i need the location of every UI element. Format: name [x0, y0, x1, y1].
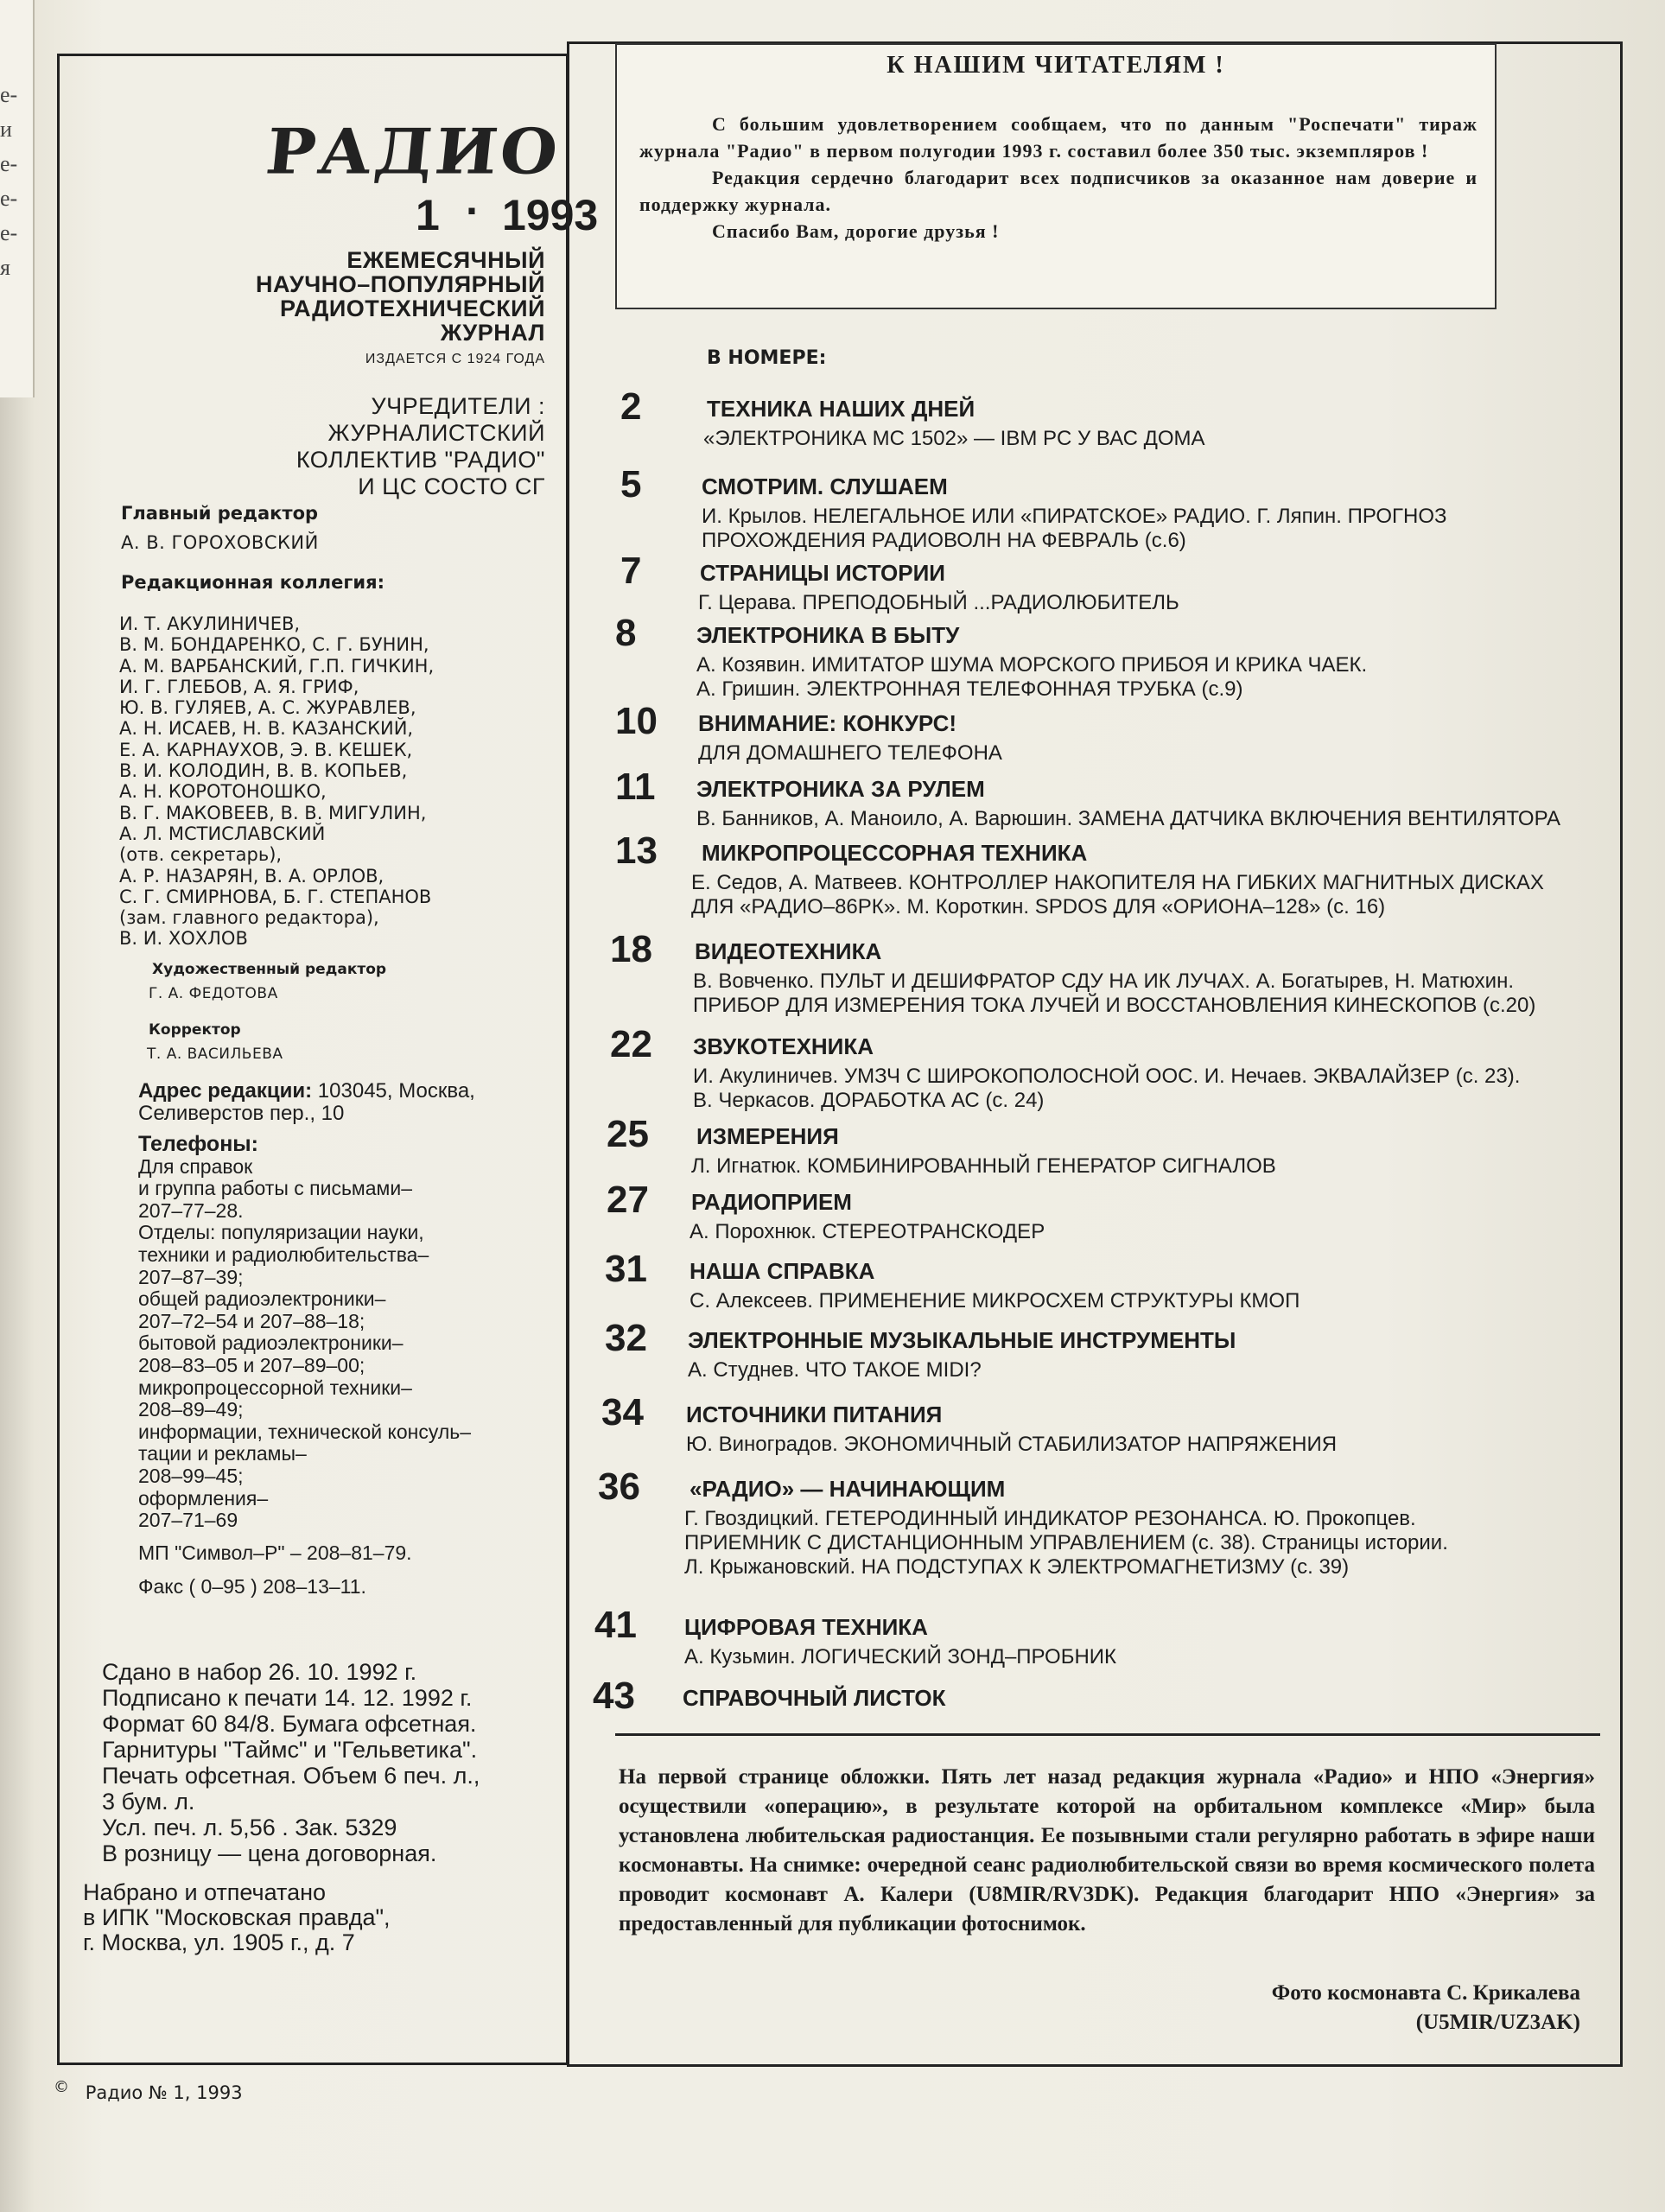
toc-articles [696, 807, 1560, 831]
art-editor-name: Г. А. ФЕДОТОВА [149, 985, 278, 1002]
toc-article-line[interactable]: Ю. Виноградов. ЭКОНОМИЧНЫЙ СТАБИЛИЗАТОР НАПРЯЖЕНИЯ [686, 1433, 1338, 1456]
toc-articles [690, 1220, 1045, 1244]
phone-line: Для справок [138, 1154, 253, 1178]
toc-section-title[interactable]: СТРАНИЦЫ ИСТОРИИ [700, 560, 945, 586]
editorial-board-list [119, 613, 534, 950]
toc-section-title[interactable]: МИКРОПРОЦЕССОРНАЯ ТЕХНИКА [702, 840, 1088, 866]
toc-article-line[interactable]: Е. Седов, А. Матвеев. КОНТРОЛЛЕР НАКОПИТЕЛЯ НА ГИБКИХ МАГНИТНЫХ ДИСКАХ [691, 871, 1544, 894]
board-member: В. Г. МАКОВЕЕВ, В. В. МИГУЛИН, [119, 802, 427, 823]
notice-title: К НАШИМ ЧИТАТЕЛЯМ ! [887, 52, 1225, 79]
toc-articles [703, 427, 1205, 451]
toc-section-title[interactable]: ЭЛЕКТРОННЫЕ МУЗЫКАЛЬНЫЕ ИНСТРУМЕНТЫ [688, 1327, 1236, 1353]
toc-article-line[interactable]: А. Гришин. ЭЛЕКТРОННАЯ ТЕЛЕФОННАЯ ТРУБКА (с.9) [696, 677, 1243, 701]
founders [182, 393, 545, 500]
address-label: Адрес редакции: [138, 1079, 313, 1103]
toc-section-title[interactable]: ВНИМАНИЕ: КОНКУРС! [698, 710, 957, 736]
toc-articles [686, 1433, 1337, 1457]
issue-year: 1993 [502, 191, 599, 239]
toc-article-line[interactable]: «ЭЛЕКТРОНИКА МС 1502» — IBM PC У ВАС ДОМА [703, 427, 1205, 450]
art-editor-label: Художественный редактор [152, 961, 387, 978]
toc-section-title[interactable]: СМОТРИМ. СЛУШАЕМ [702, 474, 948, 499]
toc-article-line[interactable]: ПРИЕМНИК С ДИСТАНЦИОННЫМ УПРАВЛЕНИЕМ (с. 38). Страницы истории. [684, 1531, 1448, 1554]
toc-article-line[interactable]: В. Вовченко. ПУЛЬТ И ДЕШИФРАТОР СДУ НА ИК ЛУЧАХ. А. Богатырев, Н. Матюхин. [693, 969, 1514, 993]
toc-section-title[interactable]: РАДИОПРИЕМ [691, 1189, 852, 1215]
toc-page-number: 13 [615, 830, 658, 872]
toc-articles [691, 871, 1544, 919]
founders-line: КОЛЛЕКТИВ "РАДИО" [296, 447, 545, 473]
fragment-line: е- [0, 220, 18, 245]
board-member: В. И. КОЛОДИН, В. В. КОПЬЕВ, [119, 760, 408, 782]
phone-line: техники и радиолюбительства– [138, 1243, 429, 1266]
board-member: Ю. В. ГУЛЯЕВ, А. С. ЖУРАВЛЕВ, [119, 697, 416, 719]
board-member: В. М. БОНДАРЕНКО, С. Г. БУНИН, [119, 634, 429, 656]
board-member: (зам. главного редактора), [119, 907, 379, 929]
toc-page-number: 7 [620, 550, 642, 592]
tagline-line: РАДИОТЕХНИЧЕСКИЙ [280, 296, 545, 321]
board-member: А. М. ВАРБАНСКИЙ, Г.П. ГИЧКИН, [119, 655, 435, 677]
toc-page-number: 2 [620, 385, 642, 428]
toc-section-title[interactable]: ИСТОЧНИКИ ПИТАНИЯ [686, 1402, 943, 1427]
issue-number: 1 [416, 191, 440, 239]
footer-text: Радио № 1, 1993 [85, 2082, 243, 2103]
imprint-details [102, 1659, 551, 1866]
phone-line: 208–89–49; [138, 1398, 244, 1421]
cover-note [619, 1763, 1595, 1939]
fragment-line: е- [0, 151, 18, 176]
printing-house [83, 1880, 532, 1955]
phone-line: 207–72–54 и 207–88–18; [138, 1309, 365, 1332]
toc-article-line[interactable]: А. Кузьмин. ЛОГИЧЕСКИЙ ЗОНД–ПРОБНИК [684, 1645, 1117, 1669]
board-member: И. Г. ГЛЕБОВ, А. Я. ГРИФ, [119, 676, 359, 697]
tagline-line: ЕЖЕМЕСЯЧНЫЙ [346, 247, 545, 273]
phone-line: микропроцессорной техники– [138, 1376, 412, 1399]
toc-page-number: 31 [605, 1248, 647, 1290]
phone-line: 207–71–69 [138, 1509, 238, 1532]
phone-line: 208–83–05 и 207–89–00; [138, 1353, 365, 1376]
contents-heading: В НОМЕРЕ: [707, 347, 827, 369]
magazine-tagline [200, 248, 545, 345]
founders-line: ЖУРНАЛИСТСКИЙ [327, 420, 545, 446]
toc-articles [693, 969, 1535, 1018]
imprint-line: Усл. печ. л. 5,56 . Зак. 5329 [102, 1815, 397, 1840]
notice-body [639, 111, 1478, 245]
toc-article-line[interactable]: ДЛЯ ДОМАШНЕГО ТЕЛЕФОНА [698, 741, 1002, 765]
founders-line: УЧРЕДИТЕЛИ : [371, 393, 545, 419]
printing-line: в ИПК "Московская правда", [83, 1904, 391, 1930]
toc-article-line[interactable]: И. Крылов. НЕЛЕГАЛЬНОЕ ИЛИ «ПИРАТСКОЕ» РАДИО. Г. Ляпин. ПРОГНОЗ [702, 505, 1447, 528]
phone-line: общей радиоэлектроники– [138, 1287, 386, 1311]
toc-section-title[interactable]: ЗВУКОТЕХНИКА [693, 1033, 874, 1059]
board-member: Е. А. КАРНАУХОВ, Э. В. КЕШЕК, [119, 739, 413, 760]
board-member: И. Т. АКУЛИНИЧЕВ, [119, 613, 301, 634]
editorial-address [138, 1080, 475, 1125]
phone-list [138, 1134, 536, 1599]
toc-article-line[interactable]: Л. Игнатюк. КОМБИНИРОВАННЫЙ ГЕНЕРАТОР СИГНАЛОВ [691, 1154, 1276, 1178]
notice-paragraph: Редакция сердечно благодарит всех подписчиков за оказанное нам доверие и поддержку журнала. [639, 167, 1478, 215]
phones-label: Телефоны: [138, 1132, 258, 1156]
toc-page-number: 36 [598, 1465, 640, 1508]
toc-articles [690, 1289, 1300, 1313]
page-footer [54, 2078, 243, 2103]
imprint-line: Сдано в набор 26. 10. 1992 г. [102, 1659, 417, 1685]
photo-credit-callsign: (U5MIR/UZ3AK) [1415, 2011, 1580, 2034]
toc-articles [698, 591, 1179, 615]
toc-article-line[interactable]: ДЛЯ «РАДИО–86РК». М. Короткин. SPDOS ДЛЯ «ОРИОНА–128» (с. 16) [691, 895, 1386, 918]
toc-page-number: 22 [610, 1023, 652, 1065]
toc-section-title[interactable]: ЭЛЕКТРОНИКА В БЫТУ [696, 622, 960, 648]
toc-page-number: 10 [615, 700, 658, 742]
photo-credit [1272, 1979, 1580, 2037]
toc-article-line[interactable]: С. Алексеев. ПРИМЕНЕНИЕ МИКРОСХЕМ СТРУКТУРЫ КМОП [690, 1289, 1300, 1313]
toc-article-line[interactable]: А. Козявин. ИМИТАТОР ШУМА МОРСКОГО ПРИБОЯ И КРИКА ЧАЕК. [696, 653, 1368, 677]
adjacent-page-fragment [0, 0, 35, 397]
toc-page-number: 27 [607, 1179, 649, 1221]
notice-paragraph: Спасибо Вам, дорогие друзья ! [712, 220, 1000, 242]
address-line: 103045, Москва, [312, 1079, 475, 1103]
cover-note-lead: На первой странице обложки. [619, 1765, 930, 1789]
fragment-line: я [0, 255, 10, 280]
board-member: А. Р. НАЗАРЯН, В. А. ОРЛОВ, [119, 865, 384, 887]
board-member: С. Г. СМИРНОВА, Б. Г. СТЕПАНОВ [119, 886, 432, 907]
phone-line: 208–99–45; [138, 1464, 244, 1487]
toc-page-number: 43 [593, 1675, 635, 1717]
tagline-line: ЖУРНАЛ [440, 320, 545, 346]
printing-line: г. Москва, ул. 1905 г., д. 7 [83, 1929, 355, 1955]
toc-section-title[interactable]: СПРАВОЧНЫЙ ЛИСТОК [683, 1685, 946, 1711]
phone-line: 207–87–39; [138, 1265, 244, 1288]
toc-article-line[interactable]: В. Черкасов. ДОРАБОТКА АС (с. 24) [693, 1089, 1045, 1112]
issue-separator: · [466, 187, 480, 235]
board-member: В. И. ХОХЛОВ [119, 928, 248, 950]
notice-paragraph: С большим удовлетворением сообщаем, что по данным "Роспечати" тираж журнала "Радио" в первом полугодии 1993 г. составил более 350 тыс. экземпляров ! [639, 113, 1478, 162]
toc-articles [684, 1645, 1116, 1669]
toc-section-title[interactable]: НАША СПРАВКА [690, 1258, 875, 1284]
imprint-line: 3 бум. л. [102, 1789, 195, 1815]
toc-page-number: 18 [610, 928, 652, 970]
toc-articles [691, 1154, 1276, 1179]
toc-section-title[interactable]: ТЕХНИКА НАШИХ ДНЕЙ [707, 396, 975, 422]
cover-note-text: Пять лет назад редакция журнала «Радио» и НПО «Энергия» осуществили «операцию», в результате которой на орбитальном комплексе «Мир» была установлена любительская радиостанция. Ее позывными стали регулярно работать в эфире наши космонавты. На снимке: очередной сеанс радиолюбительской связи во время космического полета проводит космонавт А. Калери (U8MIR/RV3DK). Редакция благодарит НПО «Энергия» за предоставленный для публикации фотоснимок. [619, 1765, 1595, 1936]
toc-section-title[interactable]: ИЗМЕРЕНИЯ [696, 1123, 839, 1149]
chief-editor-label: Главный редактор [121, 503, 319, 524]
toc-section-title[interactable]: ЦИФРОВАЯ ТЕХНИКА [684, 1614, 928, 1640]
photo-credit-line: Фото космонавта С. Крикалева [1271, 1981, 1580, 2005]
toc-section-title[interactable]: «РАДИО» — НАЧИНАЮЩИМ [690, 1476, 1006, 1502]
toc-page-number: 41 [594, 1604, 637, 1646]
imprint-line: Подписано к печати 14. 12. 1992 г. [102, 1685, 473, 1711]
toc-section-title[interactable]: ЭЛЕКТРОНИКА ЗА РУЛЕМ [696, 776, 985, 802]
founders-line: И ЦС СОСТО СГ [358, 474, 545, 499]
imprint-line: В розницу — цена договорная. [102, 1840, 437, 1866]
toc-section-title[interactable]: ВИДЕОТЕХНИКА [695, 938, 882, 964]
toc-page-number: 32 [605, 1317, 647, 1359]
board-member: (отв. секретарь), [119, 844, 283, 866]
corrector-label: Корректор [149, 1021, 241, 1039]
toc-article-line[interactable]: Г. Церавa. ПРЕПОДОБНЫЙ ...РАДИОЛЮБИТЕЛЬ [698, 591, 1179, 614]
board-member: А. Л. МСТИСЛАВСКИЙ [119, 823, 326, 844]
toc-article-line[interactable]: ПРИБОР ДЛЯ ИЗМЕРЕНИЯ ТОКА ЛУЧЕЙ И ВОССТАНОВЛЕНИЯ КИНЕСКОПОВ (с.20) [693, 994, 1536, 1017]
phone-line: 207–77–28. [138, 1198, 244, 1222]
printing-line: Набрано и отпечатано [83, 1879, 327, 1905]
imprint-line: Гарнитуры "Таймс" и "Гельветика". [102, 1737, 478, 1763]
board-member: А. Н. ИСАЕВ, Н. В. КАЗАНСКИЙ, [119, 718, 414, 740]
phone-line: тации и рекламы– [138, 1442, 307, 1465]
fax-number: Факс ( 0–95 ) 208–13–11. [138, 1575, 366, 1599]
tagline-line: НАУЧНО–ПОПУЛЯРНЫЙ [255, 271, 545, 297]
imprint-line: Формат 60 84/8. Бумага офсетная. [102, 1711, 477, 1737]
toc-article-line[interactable]: А. Студнев. ЧТО ТАКОЕ MIDI? [688, 1358, 982, 1382]
phone-line: бытовой радиоэлектроники– [138, 1332, 404, 1355]
toc-page-number: 5 [620, 463, 642, 505]
published-since: ИЗДАЕТСЯ С 1924 ГОДА [365, 352, 545, 366]
fragment-line: и [0, 117, 12, 142]
toc-articles [693, 1065, 1520, 1113]
phone-line: и группа работы с письмами– [138, 1177, 412, 1200]
address-line: Селиверстов пер., 10 [138, 1102, 345, 1125]
toc-article-line[interactable]: Л. Крыжановский. НА ПОДСТУПАХ К ЭЛЕКТРОМАГНЕТИЗМУ (с. 39) [684, 1555, 1350, 1579]
toc-page-number: 34 [601, 1391, 644, 1433]
toc-articles [684, 1507, 1448, 1580]
toc-articles [696, 653, 1367, 702]
fragment-line: е- [0, 82, 18, 107]
toc-article-line[interactable]: Г. Гвоздицкий. ГЕТЕРОДИННЫЙ ИНДИКАТОР РЕЗОНАНСА. Ю. Прокопцев. [684, 1507, 1416, 1530]
toc-article-line[interactable]: ПРОХОЖДЕНИЯ РАДИОВОЛН НА ФЕВРАЛЬ (с.6) [702, 529, 1186, 552]
toc-articles [702, 505, 1447, 553]
toc-articles [688, 1358, 982, 1382]
magazine-logo: РАДИО [262, 114, 564, 188]
copyright-icon: © [54, 2078, 69, 2096]
fragment-line: е- [0, 186, 18, 211]
toc-article-line[interactable]: В. Банников, А. Маноило, А. Варюшин. ЗАМЕНА ДАТЧИКА ВКЛЮЧЕНИЯ ВЕНТИЛЯТОРА [696, 807, 1561, 830]
toc-article-line[interactable]: И. Акулиничев. УМЗЧ С ШИРОКОПОЛОСНОЙ ООС. И. Нечаев. ЭКВАЛАЙЗЕР (с. 23). [693, 1065, 1521, 1088]
chief-editor-name: А. В. ГОРОХОВСКИЙ [121, 532, 319, 553]
section-divider [615, 1733, 1600, 1736]
toc-page-number: 11 [615, 766, 656, 808]
toc-article-line[interactable]: А. Порохнюк. СТЕРЕОТРАНСКОДЕР [690, 1220, 1045, 1243]
phone-line: Отделы: популяризации науки, [138, 1221, 424, 1244]
board-member: А. Н. КОРОТОНОШКО, [119, 781, 327, 803]
corrector-name: Т. А. ВАСИЛЬЕВА [147, 1046, 283, 1063]
toc-page-number: 8 [615, 612, 637, 654]
toc-articles [698, 741, 1002, 766]
imprint-line: Печать офсетная. Объем 6 печ. л., [102, 1763, 480, 1789]
readers-notice [615, 43, 1497, 309]
phone-line: информации, технической консуль– [138, 1420, 472, 1443]
mp-phone: МП "Символ–Р" – 208–81–79. [138, 1541, 412, 1564]
phone-line: оформления– [138, 1486, 269, 1510]
toc-page-number: 25 [607, 1113, 649, 1155]
editorial-board-label: Редакционная коллегия: [121, 572, 384, 593]
